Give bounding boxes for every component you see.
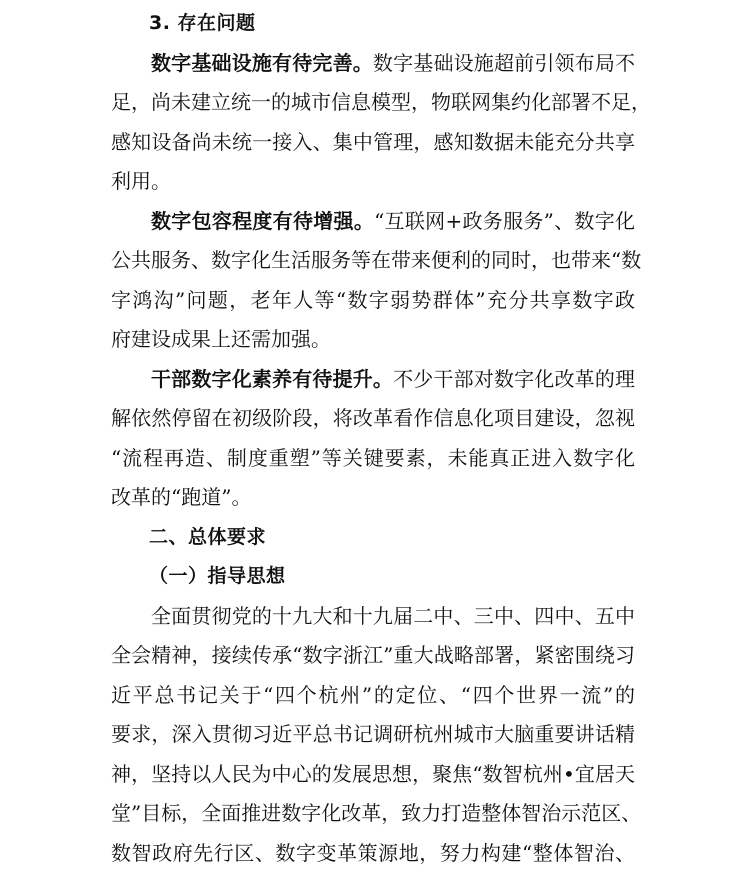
paragraph-title: 数字包容程度有待增强。 (151, 208, 375, 233)
paragraph-line (111, 360, 635, 400)
paragraph-guiding-ideology (111, 597, 642, 874)
paragraph-title: 干部数字化素养有待提升。 (151, 366, 394, 391)
paragraph-line: 公共服务、数字化生活服务等在带来便利的同时，也带来“数 (111, 248, 642, 272)
section-heading-problems: 3. 存在问题 (149, 12, 256, 34)
paragraph-text: 不少干部对数字化改革的理 (393, 366, 636, 391)
paragraph-line: 足，尚未建立统一的城市信息模型，物联网集约化部署不足， (111, 90, 651, 114)
paragraph-line: 字鸿沟”问题，老年人等“数字弱势群体”充分共享数字政 (111, 287, 635, 312)
paragraph-literacy (111, 360, 635, 518)
paragraph-line: 解依然停留在初级阶段，将改革看作信息化项目建设，忽视 (111, 406, 635, 430)
paragraph-line: 堂”目标，全面推进数字化改革，致力打造整体智治示范区、 (111, 801, 642, 825)
paragraph-title: 数字基础设施有待完善。 (151, 50, 373, 75)
paragraph-text: 数字基础设施超前引领布局不 (372, 50, 636, 75)
paragraph-line: 近平总书记关于“四个杭州”的定位、“四个世界一流”的 (111, 682, 635, 707)
paragraph-infrastructure (111, 44, 651, 202)
paragraph-line: 改革的“跑道”。 (111, 485, 252, 509)
paragraph-line: 神，坚持以人民为中心的发展思想，聚焦“数智杭州•宜居天 (111, 761, 635, 786)
paragraph-line: 感知设备尚未统一接入、集中管理，感知数据未能充分共享 (111, 129, 635, 154)
paragraph-line: “流程再造、制度重塑”等关键要素，未能真正进入数字化 (111, 445, 635, 470)
paragraph-line: 府建设成果上还需加强。 (111, 327, 331, 351)
subsection-heading-guiding-ideology: （一）指导思想 (149, 565, 286, 587)
paragraph-line: 全面贯彻党的十九大和十九届二中、三中、四中、五中 (151, 603, 635, 628)
paragraph-line: 要求，深入贯彻习近平总书记调研杭州城市大脑重要讲话精 (111, 722, 635, 746)
paragraph-line: 利用。 (111, 169, 171, 193)
paragraph-line: 数智政府先行区、数字变革策源地，努力构建“整体智治、 (111, 840, 635, 865)
paragraph-line (111, 44, 635, 84)
document-page (111, 0, 651, 873)
section-heading-general-requirements: 二、总体要求 (149, 525, 267, 548)
paragraph-inclusion (111, 202, 642, 360)
paragraph-line (111, 202, 635, 242)
paragraph-line: 全会精神，接续传承“数字浙江”重大战略部署，紧密围绕习 (111, 643, 635, 667)
paragraph-text: “互联网+政务服务”、数字化 (374, 208, 635, 233)
